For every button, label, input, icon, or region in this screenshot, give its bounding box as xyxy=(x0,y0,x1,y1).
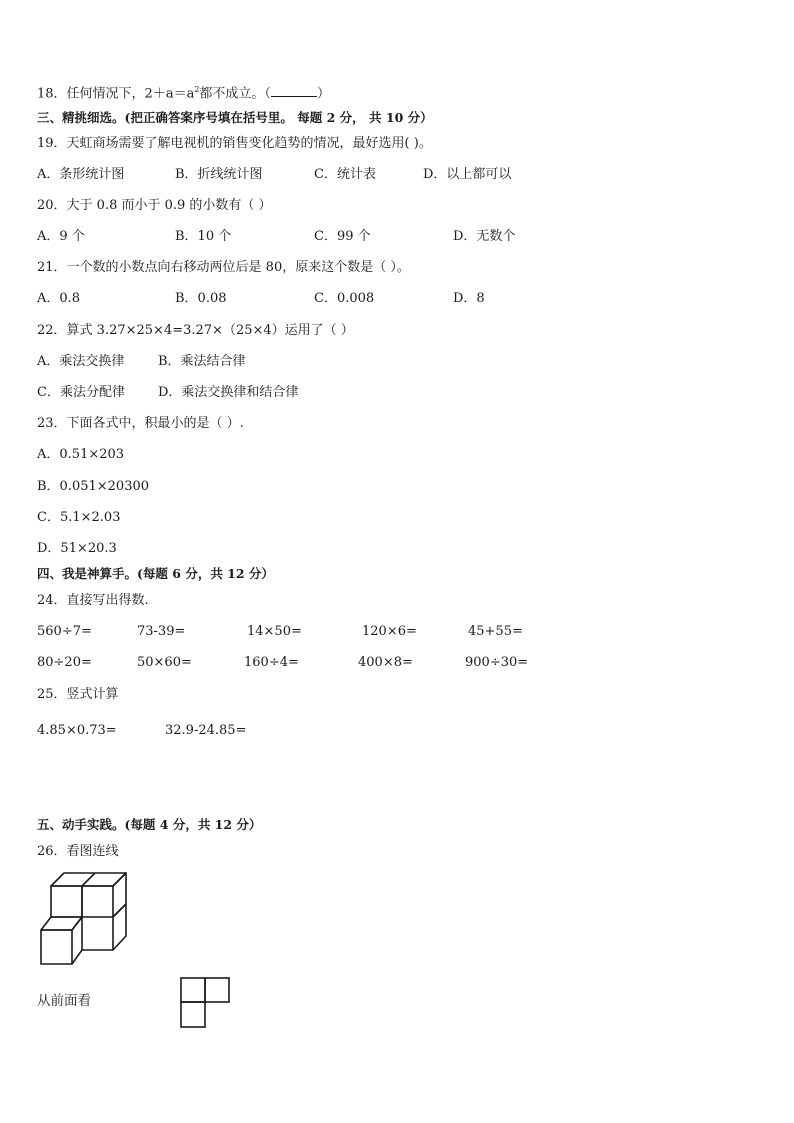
q24-item: 14×50= xyxy=(247,624,302,639)
question-23: 23．下面各式中，积最小的是（ ）. xyxy=(37,416,244,431)
question-25: 25．竖式计算 xyxy=(37,687,119,702)
front-view-grid xyxy=(179,976,231,1030)
q21-option-d[interactable]: D．8 xyxy=(453,291,485,306)
section-3-heading: 三、精挑细选。(把正确答案序号填在括号里。 每题 2 分， 共 10 分） xyxy=(37,110,433,125)
question-20: 20．大于 0.8 而小于 0.9 的小数有（ ） xyxy=(37,198,272,213)
section-4-heading: 四、我是神算手。(每题 6 分，共 12 分） xyxy=(37,566,274,581)
q20-option-d[interactable]: D．无数个 xyxy=(453,229,516,244)
q22-option-c[interactable]: C．乘法分配律 xyxy=(37,385,125,400)
q25-item: 4.85×0.73= xyxy=(37,723,117,738)
q24-item: 400×8= xyxy=(358,655,413,670)
q25-item: 32.9-24.85= xyxy=(165,723,247,738)
question-19: 19．天虹商场需要了解电视机的销售变化趋势的情况，最好选用( )。 xyxy=(37,136,432,151)
q20-option-a[interactable]: A．9 个 xyxy=(37,229,85,244)
question-26: 26．看图连线 xyxy=(37,844,119,859)
view-label-front: 从前面看 xyxy=(37,993,91,1009)
q24-item: 80÷20= xyxy=(37,655,92,670)
section-5-heading: 五、动手实践。(每题 4 分，共 12 分） xyxy=(37,817,262,832)
q24-item: 45+55= xyxy=(468,624,523,639)
cube-stack-figure xyxy=(38,870,133,970)
q24-item: 73-39= xyxy=(137,624,186,639)
q22-option-d[interactable]: D．乘法交换律和结合律 xyxy=(158,385,299,400)
q24-item: 120×6= xyxy=(362,624,417,639)
q24-item: 50×60= xyxy=(137,655,192,670)
question-21: 21．一个数的小数点向右移动两位后是 80，原来这个数是（ ）。 xyxy=(37,260,410,275)
q22-option-a[interactable]: A．乘法交换律 xyxy=(37,354,125,369)
q23-option-d[interactable]: D．51×20.3 xyxy=(37,541,117,556)
q24-item: 560÷7= xyxy=(37,624,92,639)
q24-item: 160÷4= xyxy=(244,655,299,670)
q23-option-a[interactable]: A．0.51×203 xyxy=(37,447,125,462)
q23-option-c[interactable]: C．5.1×2.03 xyxy=(37,510,121,525)
question-18: 18．任何情况下，$2+a=a^2$都不成立。（ ） xyxy=(37,85,330,102)
q21-option-b[interactable]: B．0.08 xyxy=(175,291,227,306)
answer-blank[interactable] xyxy=(271,85,317,97)
q19-option-c[interactable]: C．统计表 xyxy=(314,167,376,182)
q21-option-c[interactable]: C．0.008 xyxy=(314,291,375,306)
q19-option-d[interactable]: D．以上都可以 xyxy=(423,167,512,182)
question-24: 24．直接写出得数. xyxy=(37,593,149,608)
q20-option-c[interactable]: C．99 个 xyxy=(314,229,371,244)
q21-option-a[interactable]: A．0.8 xyxy=(37,291,81,306)
q19-option-a[interactable]: A．条形统计图 xyxy=(37,167,125,182)
q20-option-b[interactable]: B．10 个 xyxy=(175,229,232,244)
q22-option-b[interactable]: B．乘法结合律 xyxy=(158,354,246,369)
question-22: 22．算式 3.27×25×4=3.27×（25×4）运用了（ ） xyxy=(37,323,354,338)
q23-option-b[interactable]: B．0.051×20300 xyxy=(37,479,150,494)
q19-option-b[interactable]: B．折线统计图 xyxy=(175,167,263,182)
q24-item: 900÷30= xyxy=(465,655,529,670)
